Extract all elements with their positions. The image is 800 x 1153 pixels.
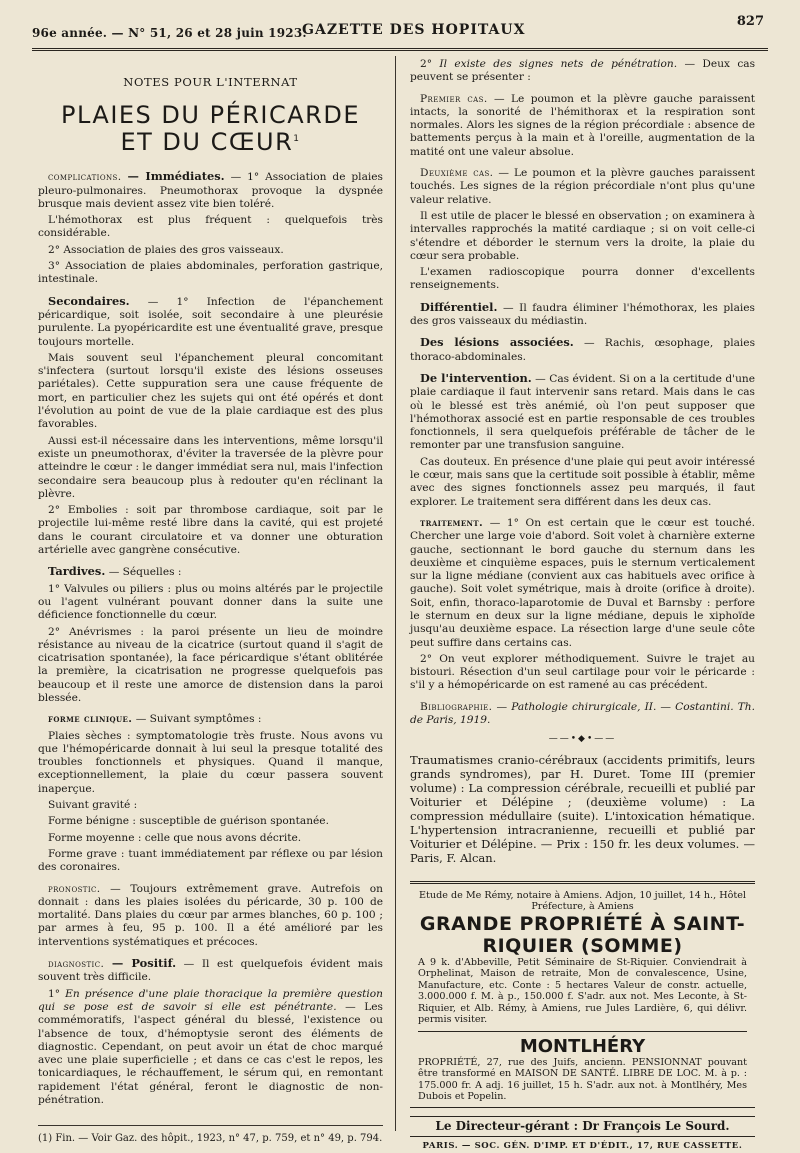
paragraph — [410, 372, 755, 453]
title-line-1: PLAIES DU PÉRICARDE — [61, 101, 360, 130]
paragraph: 2° On veut explorer méthodiquement. Suivre le trajet au bistouri. Résection d'un seul cartilage pour voir le péricarde : s'il y a hémopéricarde on est ramené au cas précédent. — [410, 652, 755, 692]
paragraph-text: — Toujours extrêmement grave. Autrefois on donnait : dans les plaies isolées du péricarde, 30 p. 100 de mortalité. Dans plaies du cœur par armes blanches, 60 p. 100 ; par armes à feu, 95 p. 100. Il a été amélioré par les interventions systématiques et précoces. — [38, 882, 383, 948]
book-notice: Traumatismes cranio-cérébraux (accidents primitifs, leurs grands syndromes), par H. Duret. Tome III (premier volume) : La compression cérébrale, recueilli et publié par Voiturier et Délépine ; (deuxième volume) : La compression médullaire (suite). L'intoxication hématique. L'hypertension intracranienne, recueilli et publié par Voiturier et Délépine. — Prix : 150 fr. les deux volumes. — Paris, F. Alcan. — [410, 752, 755, 865]
paragraph-text: — Cas évident. Si on a la certitude d'une plaie cardiaque il faut intervenir sans retard. Mais dans le cas où le blessé est très anémié, où l'on peut supposer que l'hémothorax associé est en partie responsable de ces troubles fonctionnels, il sera quelquefois préférable de tâcher de le remonter par une transfusion sanguine. — [410, 372, 755, 452]
heading-premier-cas: Premier cas. — [420, 92, 488, 105]
page-number: 827 — [736, 14, 764, 29]
imprint-line: PARIS. — SOC. GÉN. D'IMP. ET D'ÉDIT., 17, RUE CASSETTE. — [422, 1140, 743, 1151]
paragraph: L'hémothorax est plus fréquent : quelquefois très considérable. — [38, 214, 383, 240]
paragraph — [38, 713, 383, 726]
paragraph — [410, 517, 755, 650]
paragraph-text: — Rachis, œsophage, plaies thoraco-abdominales. — [410, 337, 756, 363]
heading-bibliographie: Bibliographie. — [420, 700, 493, 713]
paragraph: 3° Association de plaies abdominales, perforation gastrique, intestinale. — [38, 260, 383, 286]
paragraph: Il est utile de placer le blessé en observation ; on examinera à intervalles rapprochés la matité cardiaque ; si on voit celle-ci s'étendre et déborder le sternum vers la droite, la plaie du cœur sera probable. — [410, 209, 755, 262]
paragraph — [410, 701, 755, 728]
paragraph-text: — Deux cas peuvent se présenter : — [410, 58, 756, 84]
paragraph-text: — Il est quelquefois évident mais souvent très difficile. — [38, 958, 383, 984]
header-rule — [32, 48, 768, 51]
paragraph — [410, 93, 755, 159]
paragraph — [38, 988, 383, 1108]
paragraph-text: — Il faudra éliminer l'hémothorax, les plaies des gros vaisseaux du médiastin. — [410, 301, 755, 328]
right-column — [410, 58, 755, 1153]
ad-headline-2: MONTLHÉRY — [519, 1035, 646, 1057]
article-title — [38, 101, 383, 157]
paragraph — [410, 301, 755, 329]
paragraph — [38, 170, 383, 211]
paragraph: L'examen radioscopique pourra donner d'excellents renseignements. — [410, 266, 755, 292]
page-header — [32, 10, 768, 46]
legal-advertisement — [410, 881, 755, 1108]
paragraph — [38, 295, 383, 349]
paragraph: Forme grave : tuant immédiatement par réflexe ou par lésion des coronaires. — [38, 847, 383, 874]
ornament-divider: ——•◆•—— — [548, 734, 617, 745]
paragraph — [410, 336, 755, 364]
heading-complications: complications. — [48, 171, 122, 184]
paragraph: Aussi est-il nécessaire dans les interventions, même lorsqu'il existe un pneumothorax, d'éviter la traversée de la plèvre pour atteindre le cœur : le danger immédiat sera nul, mais l'infection secondaire sera beaucoup plus à redouter qu'en réclinant la plèvre. — [38, 434, 383, 500]
paragraph-text: — Le poumon et la plèvre gauche paraissent intacts, la sonorité de l'hémithorax et la respiration sont normales. Alors les signes de la région précordiale : absence de battements perçus à la main et à l'oreille, augmentation de la matité ont une valeur absolue. — [410, 92, 755, 158]
heading-tardives: Tardives. — [48, 564, 106, 579]
heading-traitement: traitement. — [420, 516, 484, 529]
journal-title: GAZETTE DES HOPITAUX — [302, 22, 526, 38]
paragraph — [410, 167, 755, 207]
paragraph-text: — 1° On est certain que le cœur est touché. Chercher une large voie d'abord. Soit volet à charnière externe gauche, sectionnant le bord gauche du sternum dans les deuxième et cinquième espaces, puis le sternum verticalement sur la ligne médiane (convient aux cas habituels avec orifice à gauche). Soit volet symétrique, mais à droite (orifice à droite). Soit, enfin, thoraco-laparotomie de Duval et Barnsby : perfore le sternum en deux sur la ligne médiane, depuis le xiphoïde jusqu'au deuxième espace. La résection large d'une seule côte peut suffire dans certains cas. — [410, 516, 755, 649]
left-column — [38, 58, 383, 1149]
italic-text: En présence d'une plaie thoracique la première question qui se pose est de savoir si elle est pénétrante. — [38, 987, 383, 1013]
heading-diagnostic: diagnostic. — [48, 958, 105, 971]
paragraph: Forme bénigne : susceptible de guérison spontanée. — [48, 815, 329, 828]
paragraph-text: — 1° Association de plaies pleuro-pulmonaires. Pneumothorax provoque la dyspnée brusque mais devient assez vite bien toléré. — [38, 171, 383, 210]
heading-secondaires: Secondaires. — [48, 293, 130, 308]
title-line-2: ET DU CŒUR — [120, 128, 294, 157]
ad-intro: Etude de Me Rémy, notaire à Amiens. Adjon, 10 juillet, 14 h., Hôtel Préfecture, à Amiens — [419, 889, 746, 913]
paragraph: Mais souvent seul l'épanchement pleural concomitant s'infectera (surtout lorsqu'il existe des lésions osseuses pariétales). Cette suppuration sera une cause fréquente de mort, en particulier chez les sujets qui ont été opérés et dont l'évolution au point de vue de la plaie cardiaque est des plus favorables. — [38, 351, 383, 431]
paragraph: Cas douteux. En présence d'une plaie qui peut avoir intéressé le cœur, mais sans que la certitude soit possible à établir, même avec des signes fonctionnels assez peu marqués, il faut explorer. Le traitement sera différent dans les deux cas. — [410, 455, 755, 508]
column-divider — [395, 56, 396, 1131]
paragraph — [410, 58, 755, 85]
ad-body: A 9 k. d'Abbeville, Petit Séminaire de St-Riquier. Conviendrait à Orphelinat, Maison de retraite, Mon de convalescence, Usine, Manufacture, etc. Conte : 5 hectares Valeur de constr. actuelle, 3.000.000 f. M. à p., 150.000 f. S'adr. aux not. Mes Leconte, à St-Riquier, et Alb. Rémy, à Amiens, rue Jules Lardière, 6, qui délivr. permis visiter. — [418, 956, 747, 1026]
ad-body-2: PROPRIÉTÉ, 27, rue des Juifs, ancienn. PENSIONNAT pouvant être transformé en MAISON DE SANTÉ. LIBRE DE LOC. M. à p. : 175.000 fr. A adj. 16 juillet, 15 h. S'adr. aux not. à Montlhéry, Mes Dubois et Popelin. — [418, 1056, 747, 1103]
paragraph: Suivant gravité : — [48, 799, 138, 812]
paragraph: 2° Anévrismes : la paroi présente un lieu de moindre résistance au niveau de la cicatrice (surtout quand il s'agit de cicatrisation spontanée), la face péricardique s'étant oblitérée la première, la cicatrisation ne progresse quelquefois pas beaucoup et il reste une amorce de distension dans la paroi blessée. — [38, 625, 383, 704]
section-label: NOTES POUR L'INTERNAT — [123, 75, 298, 89]
heading-immediates: — Immédiates. — [127, 169, 225, 184]
heading-differentiel: Différentiel. — [420, 299, 498, 314]
paragraph-text: — Le poumon et la plèvre gauches paraissent touchés. Les signes de la région précordiale n'ont plus qu'une valeur relative. — [410, 167, 755, 206]
heading-lesions-associees: Des lésions associées. — [420, 335, 574, 350]
paragraph — [38, 883, 383, 949]
italic-text: Il existe des signes nets de pénétration. — [439, 58, 678, 70]
heading-pronostic: pronostic. — [48, 882, 101, 895]
heading-intervention: De l'intervention. — [420, 370, 532, 385]
paragraph: Forme moyenne : celle que nous avons décrite. — [48, 831, 302, 844]
paragraph-text: — Séquelles : — [108, 566, 182, 579]
issue-line: 96e année. — N° 51, 26 et 28 juin 1923. — [32, 26, 307, 40]
paragraph-text: 1° — [48, 987, 61, 1000]
paragraph: 1° Valvules ou piliers : plus ou moins altérés par le projectile ou l'agent vulnérant pouvant donner dans la suite une déficience fonctionnelle du cœur. — [38, 582, 383, 622]
paragraph-text: — 1° Infection de l'épanchement péricardique, soit isolée, soit secondaire à une pleurésie purulente. La pyopéricardite est une éventualité grave, presque toujours mortelle. — [38, 295, 383, 348]
paragraph-text: — Suivant symptômes : — [135, 713, 262, 726]
heading-positif: — Positif. — [111, 956, 177, 971]
paragraph-text: — Les commémoratifs, l'aspect général du blessé, l'existence ou l'absence de toux, d'hémoptysie seront des éléments de diagnostic. Cependant, on peut avoir un état de choc marqué avec une plaie superficielle ; et dans ce cas c'est le repos, les tonicardiaques, le réchauffement, le sérum qui, en remontant rapidement l'état général, feront le diagnostic de non-pénétration. — [38, 1000, 383, 1106]
footnote: (1) Fin. — Voir Gaz. des hôpit., 1923, n° 47, p. 759, et n° 49, p. 794. — [38, 1125, 383, 1145]
heading-forme-clinique: forme clinique. — [48, 713, 133, 726]
title-footnote-mark: 1 — [293, 134, 301, 145]
ad-separator — [418, 1031, 747, 1032]
bibliography-text: — Pathologie chirurgicale, II. — Costantini. Th. de Paris, 1919. — [410, 700, 755, 727]
ad-headline: GRANDE PROPRIÉTÉ À SAINT-RIQUIER (SOMME) — [419, 912, 746, 957]
director-line: Le Directeur-gérant : Dr François Le Sourd. — [410, 1116, 755, 1137]
paragraph: 2° Embolies : soit par thrombose cardiaque, soit par le projectile lui-même resté libre dans la cavité, qui est projeté dans le courant circulatoire et va donner une obturation artérielle avec gangrène consécutive. — [38, 504, 383, 557]
paragraph: 2° Association de plaies des gros vaisseaux. — [48, 243, 284, 256]
heading-deuxieme-cas: Deuxième cas. — [420, 167, 494, 180]
paragraph: Plaies sèches : symptomatologie très fruste. Nous avons vu que l'hémopéricarde donnait à lui seul la presque totalité des troubles fonctionnels et physiques. Quand il manque, exceptionnellement, la plaie du cœur passera souvent inaperçue. — [38, 729, 383, 795]
paragraph — [38, 565, 383, 579]
paragraph — [38, 957, 383, 985]
paragraph-text: 2° — [420, 58, 433, 70]
